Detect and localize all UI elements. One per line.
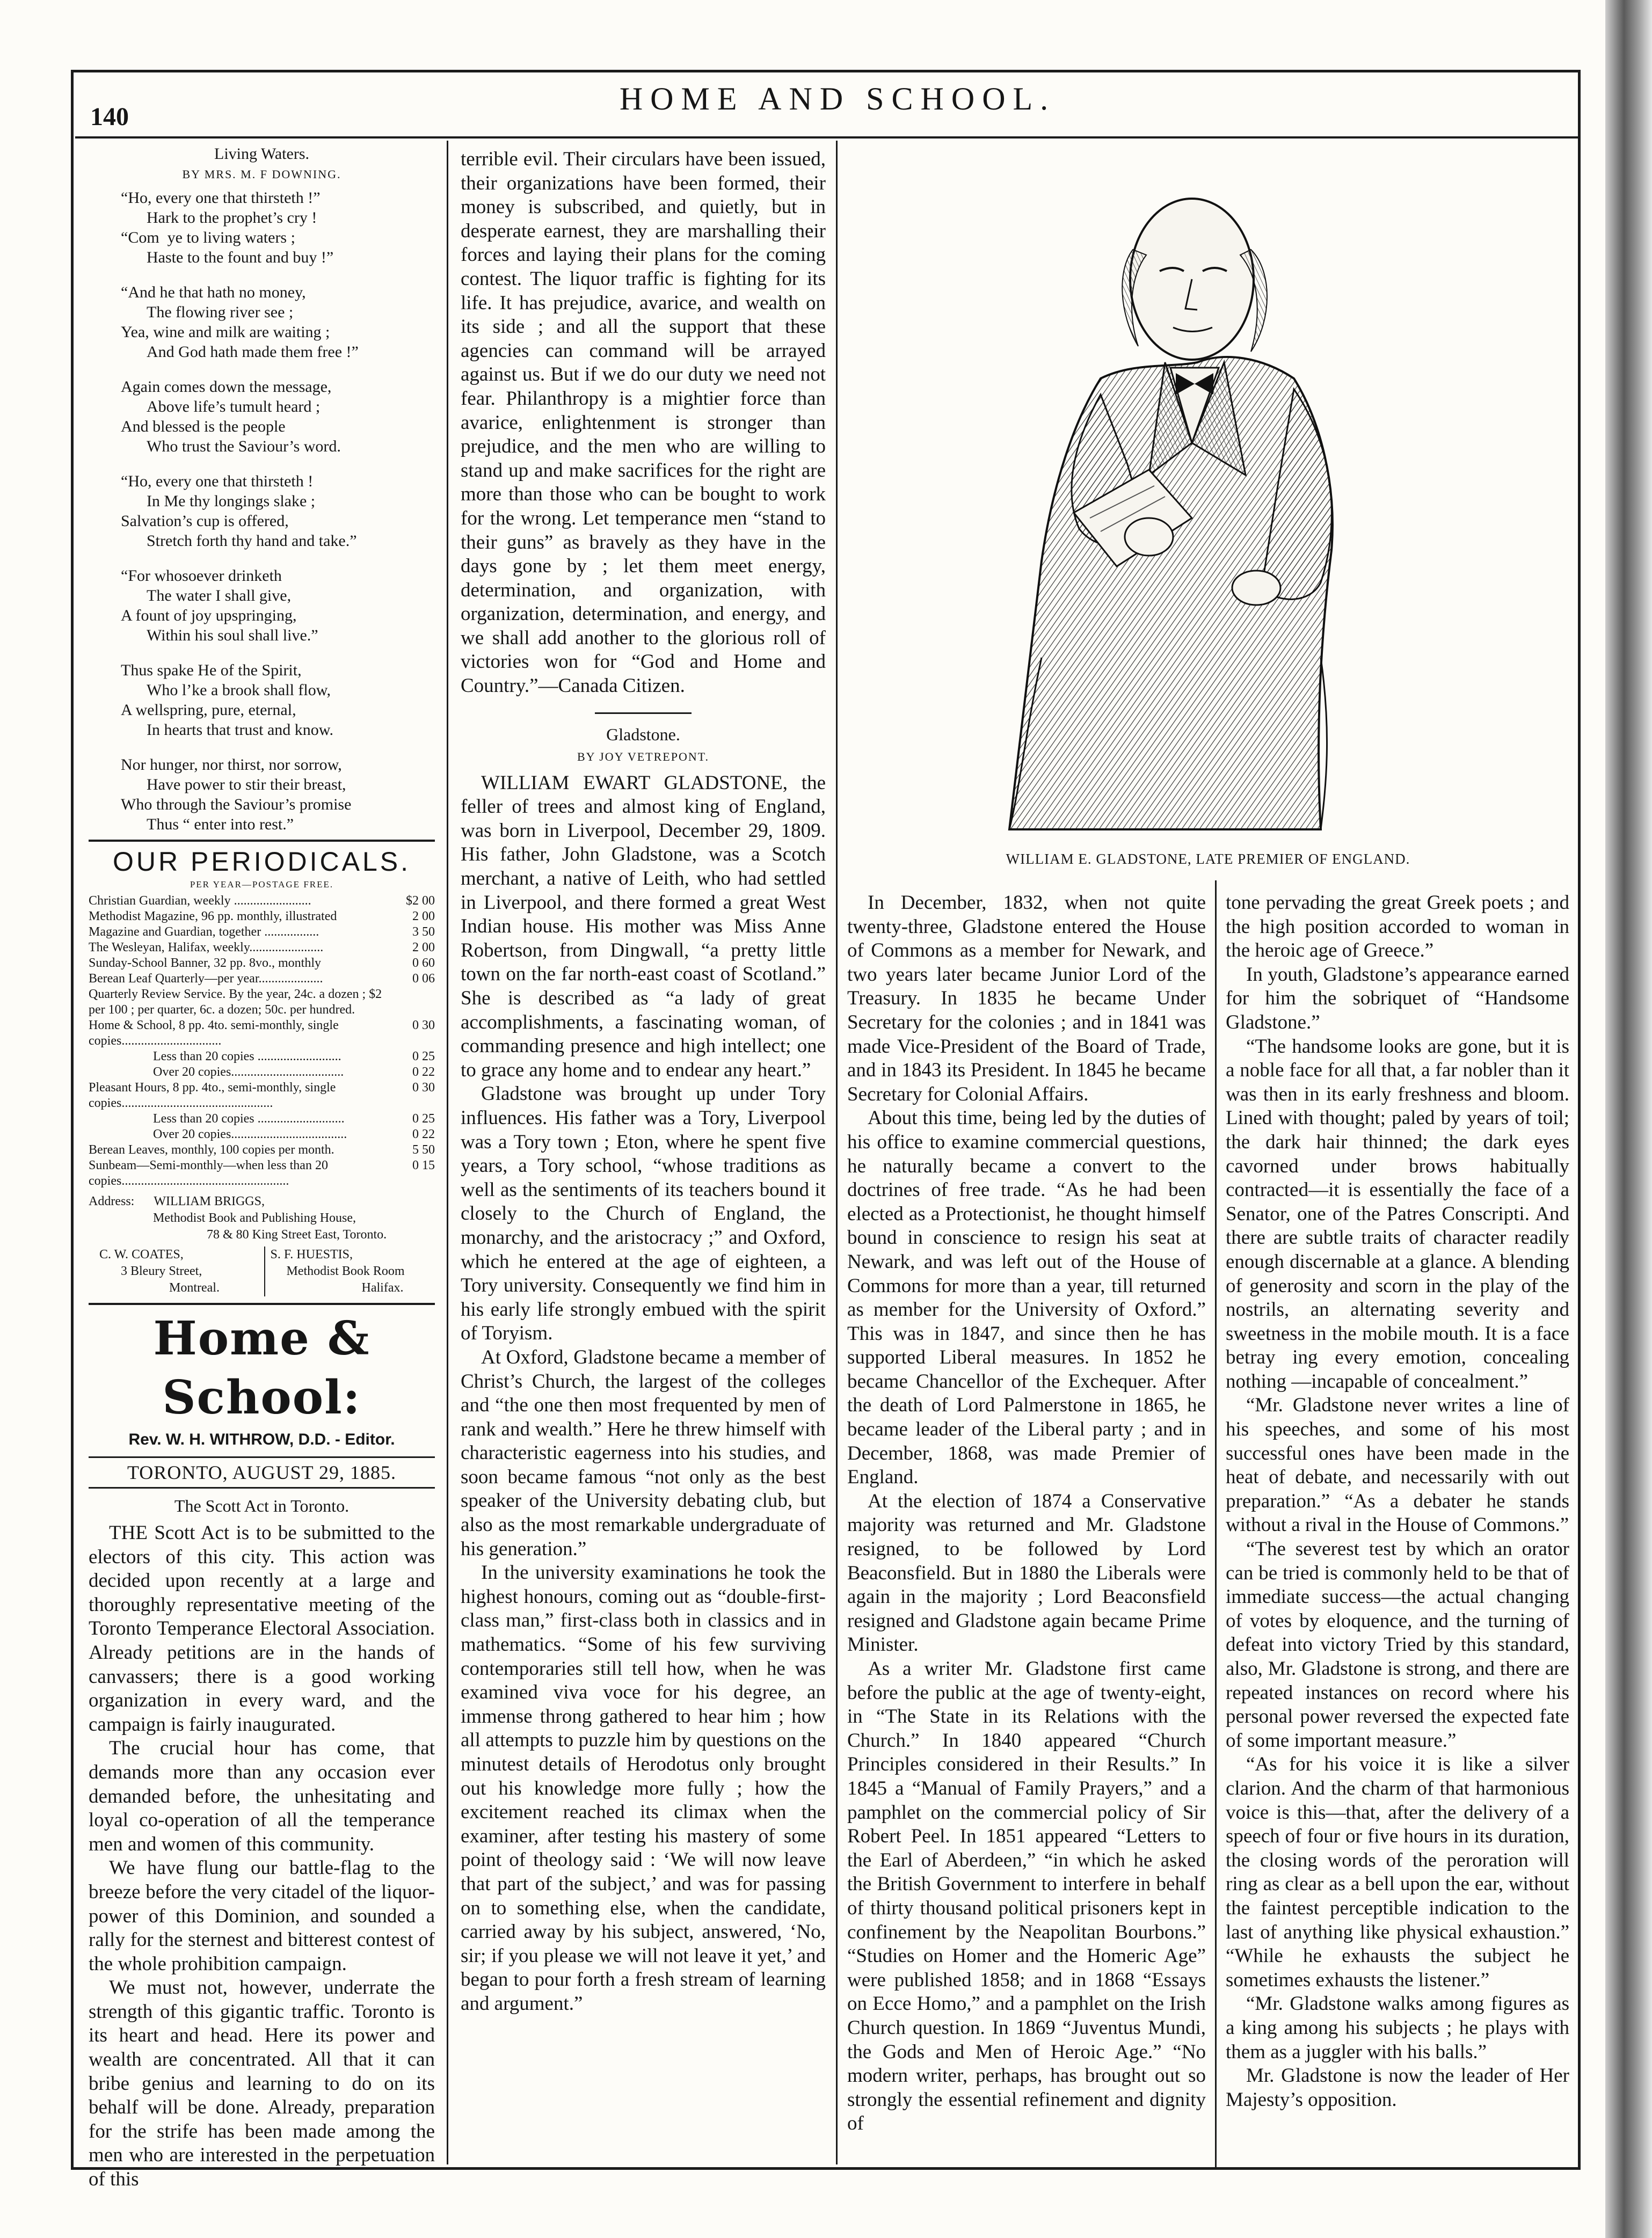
periodicals-subtitle: PER YEAR—POSTAGE FREE. xyxy=(190,879,334,890)
editor-line: Rev. W. H. WITHROW, D.D. - Editor. xyxy=(128,1431,395,1448)
article-paragraph: At Oxford, Gladstone became a member of Christ’s Church, the largest of the colleges and “the one then most frequented by men of rank and wealth.” Here he threw himself with characteristic eagerness into his studies, and soon became famous “not only as the best speaker of the University debating club, but also as the most remarkable undergraduate of his generation.” xyxy=(461,1346,826,1560)
page-number: 140 xyxy=(90,103,129,131)
poem-body xyxy=(89,188,435,834)
portrait-caption: WILLIAM E. GLADSTONE, LATE PREMIER OF ENGLAND. xyxy=(1006,851,1410,867)
list-item: The Wesleyan, Halifax, weekly....................... 2 00 xyxy=(89,941,435,954)
column-rule-1 xyxy=(447,141,448,2164)
section-rule xyxy=(89,1487,435,1489)
article-paragraph: “Mr. Gladstone never writes a line of his speeches, and some of his most successful ones have been made in the heat of debate, and necessarily with out preparation.” “As a debater he stands without a rival in the House of Commons.” xyxy=(1226,1394,1569,1536)
section-rule xyxy=(89,840,435,842)
article-paragraph: Gladstone was brought up under Tory influences. His father was a Tory, Liverpool was a Tory town ; Eton, where he spent five years, a Tory school, “whose traditions as well as the sentiments of its teachers bound it closely to the Church of England, the monarchy, and the aristocracy ;” and Oxford, which he entered at the age of eighteen, a Tory university. Consequently we find him in his early life strongly embued with the spirit of Toryism. xyxy=(461,1083,826,1345)
column-1 xyxy=(89,145,435,2192)
article-paragraph: terrible evil. Their circulars have been issued, their organizations have been formed, their money is subscribed, and quietly, but in desperate earnest, they are marshalling their forces and laying their plans for the coming contest. The liquor traffic is fighting for its life. It has prejudice, avarice, and wealth on its side ; and all the support that these agencies can command will be arrayed against us. But if we do our duty we need not fear. Philanthropy is a mightier force than avarice, enlightenment is stronger than prejudice, and the men who are willing to stand up and make sacrifices for the right are more than those who can be bought to work for the wrong. Let temperance men “stand to their guns” as bravely as they have in the days gone by ; let them meet energy, determination, and organization, with organization, determination, and energy, and we shall add another to the glorious roll of victories won for “God and Home and Country.”—Canada Citizen. xyxy=(461,148,826,697)
poem-byline: BY MRS. M. F DOWNING. xyxy=(182,167,341,181)
column-4 xyxy=(1226,891,1569,2112)
column-3 xyxy=(847,891,1206,2136)
section-rule xyxy=(89,1456,435,1458)
masthead-title: Home & School: xyxy=(153,1311,370,1425)
column-rule-2 xyxy=(836,141,838,2164)
list-item: Christian Guardian, weekly ........................ $2 00 xyxy=(89,894,435,908)
article-paragraph: WILLIAM EWART GLADSTONE, the feller of trees and almost king of England, was born in Liverpool, December 29, 1809. His father, John Gladstone, was a Scotch merchant, a native of Leith, who had settled in Liverpool, and there formed a great West Indian house. His mother was Miss Anne Robertson, from Dingwall, “a pretty little town on the far north-east coast of Scotland.” She is described as “a lady of great accomplishments, a fascinating woman, of commanding presence and high intellect; one to grace any home and to endear any heart.” xyxy=(461,771,826,1081)
list-item: Sunbeam—Semi-monthly—when less than 20 copies.................................................... 0 15 xyxy=(89,1158,435,1188)
poem-stanza: “And he that hath no money, The flowing river see ; Yea, wine and milk are waiting ; And God hath made them free !” xyxy=(121,283,359,361)
list-item: Home & School, 8 pp. 4to. semi-monthly, single copies............................... 0 30 xyxy=(89,1018,435,1048)
periodicals-price-list xyxy=(89,893,435,1189)
article-paragraph: “The severest test by which an orator can be tried is commonly held to be that of immediate success—the actual changing of votes by eloquence, and the turning of defeat into victory Tried by this standard, also, Mr. Gladstone is strong, and there are repeated instances on record where his personal power reversed the expected fate of some important measure.” xyxy=(1226,1538,1569,1752)
periodicals-section xyxy=(89,846,435,1296)
article-paragraph: The crucial hour has come, that demands more than any occasion ever demanded before, the unhesitating and loyal co-operation of all the temperance men and women of this community. xyxy=(89,1737,435,1855)
list-item: Berean Leaves, monthly, 100 copies per month. 5 50 xyxy=(89,1143,435,1157)
poem-stanza: “For whosoever drinketh The water I shall give, A fount of joy upspringing, Within his soul shall live.” xyxy=(121,567,318,644)
portrait xyxy=(848,142,1568,851)
article-paragraph: In youth, Gladstone’s appearance earned for him the sobriquet of “Handsome Gladstone.” xyxy=(1226,963,1569,1033)
article-paragraph: We must not, however, underrate the strength of this gigantic traffic. Toronto is its heart and head. Here its power and wealth are concentrated. All that it can bribe genius and learning to do on its behalf will be done. Already, preparation for the strife has been made among the men who are interested in the perpetuation of this xyxy=(89,1977,435,2191)
list-item: Sunday-School Banner, 32 pp. 8vo., monthly 0 60 xyxy=(89,956,435,970)
article-paragraph: tone pervading the great Greek poets ; and the high position accorded to woman in the heroic age of Greece.” xyxy=(1226,892,1569,962)
article-title: Gladstone. xyxy=(606,724,680,744)
article-paragraph: “Mr. Gladstone walks among figures as a king among his subjects ; he plays with them as a juggler with his balls.” xyxy=(1226,1993,1569,2063)
list-item: Quarterly Review Service. By the year, 24c. a dozen ; $2 per 100 ; per quarter, 6c. a dozen; 50c. per hundred. xyxy=(89,987,382,1017)
article-paragraph: In the university examinations he took the highest honours, coming out as “double-first-class man,” first-class both in classics and in mathematics. “Some of his few surviving contemporaries still tell how, when he was examined viva voce for his degree, an immense throng gathered to hear him ; how all attempts to puzzle him by questions on the minutest details of Herodotus only brought out his knowledge more fully ; how the excitement reached its climax when the examiner, after testing his mastery of some point of theology said : ‘We will now leave that part of the subject,’ and was for passing on to something else, when the candidate, carried away by his subject, answered, ‘No, sir; if you please we will not leave it yet,’ and began to pour forth a fresh stream of learning and argument.” xyxy=(461,1562,826,2015)
poem-title: Living Waters. xyxy=(214,145,309,163)
divider xyxy=(595,712,692,714)
article-paragraph: THE Scott Act is to be submitted to the electors of this city. This action was decided upon recently at a large and thoroughly representative meeting of the Toronto Temperance Electoral Association. Already petitions are in the hands of canvassers; there is a good working organization in every ward, and the campaign is fairly inaugurated. xyxy=(89,1522,435,1736)
section-rule xyxy=(89,1303,435,1305)
gladstone-portrait xyxy=(848,142,1568,851)
column-rule-3 xyxy=(1215,880,1217,2169)
article-paragraph: In December, 1832, when not quite twenty-three, Gladstone entered the House of Commons as a member for Newark, and two years later became Junior Lord of the Treasury. In 1835 he became Under Secretary for the colonies ; and in 1841 was made Vice-President of the Board of Trade, and in 1843 its President. In 1845 he became Secretary for Colonial Affairs. xyxy=(847,892,1206,1105)
article-paragraph: Mr. Gladstone is now the leader of Her Majesty’s opposition. xyxy=(1226,2065,1569,2111)
article-paragraph: About this time, being led by the duties of his office to examine commercial questions, he naturally became a convert to the doctrines of free trade. “As he had been elected as a Protectionist, he thought himself bound in conscience to resign his seat at Newark, and was left out of the House of Commons for more than a year, till returned as member for the University of Oxford.” This was in 1847, and since then he has supported Liberal measures. In 1852 he became Chancellor of the Exchequer. After the death of Lord Palmerstone in 1865, he became leader of the Liberal party ; and in December, 1868, was made Premier of England. xyxy=(847,1107,1206,1489)
poem-stanza: “Ho, every one that thirsteth !” Hark to the prophet’s cry ! “Com ye to living waters ; Haste to the fount and buy !” xyxy=(121,189,334,266)
article-title: The Scott Act in Toronto. xyxy=(174,1496,350,1515)
right-edge-shadow xyxy=(1605,0,1652,2238)
list-item: Magazine and Guardian, together ................. 3 50 xyxy=(89,925,435,939)
dateline: TORONTO, AUGUST 29, 1885. xyxy=(127,1462,397,1483)
list-item: Over 20 copies................................... 0 22 xyxy=(153,1065,435,1079)
article-paragraph: As a writer Mr. Gladstone first came before the public at the age of twenty-eight, in “The State in its Relations with the Church.” In 1840 appeared “Church Principles considered in their Results.” In 1845 a “Manual of Family Prayers,” and a pamphlet on the commercial policy of Sir Robert Peel. In 1851 appeared “Letters to the Earl of Aberdeen,” “in which he asked the British Government to interfere in behalf of thirty thousand political prisoners kept in confinement by the Neapolitan Bourbons.” “Studies on Homer and the Homeric Age” were published 1858; and in 1868 “Essays on Ecce Homo,” and a pamphlet on the Irish Church question. In 1869 “Juventus Mundi, the Gods and Men of Heroic Age.” “No modern writer, perhaps, has brought out so strongly the essential refinement and dignity of xyxy=(847,1658,1206,2135)
list-item: Methodist Magazine, 96 pp. monthly, illustrated 2 00 xyxy=(89,909,435,923)
article-byline: BY JOY VETREPONT. xyxy=(577,749,710,763)
article-paragraph: “The handsome looks are gone, but it is a noble face for all that, a far nobler than it was then in its early freshness and bloom. Lined with thought; paled by years of toil; the dark hair thinned; the dark eyes cavorned under brows habitually contracted—it is essentially the face of a Senator, one of the Patres Conscripti. And there are subtle traits of character readily enough discernable at a glance. A blending of generosity and scorn in the play of the nostrils, an alternating severity and sweetness in the mobile mouth. It is a face betray ing every emotion, concealing nothing —incapable of concealment.” xyxy=(1226,1035,1569,1393)
poem-section xyxy=(89,145,435,834)
list-item: Over 20 copies.................................... 0 22 xyxy=(153,1127,435,1141)
masthead xyxy=(89,1309,435,1449)
list-item: Less than 20 copies .......................... 0 25 xyxy=(153,1049,435,1063)
list-item: Less than 20 copies ........................... 0 25 xyxy=(153,1112,435,1126)
column-2 xyxy=(461,148,826,2016)
article-paragraph: We have flung our battle-flag to the breeze before the very citadel of the liquor-power of this Dominion, and sounded a rally for the sternest and bitterest contest of the whole prohibition campaign. xyxy=(89,1857,435,1975)
poem-stanza: “Ho, every one that thirsteth ! In Me thy longings slake ; Salvation’s cup is offered, Stretch forth thy hand and take.” xyxy=(121,472,357,550)
article-paragraph: At the election of 1874 a Conservative majority was returned and Mr. Gladstone resigned, to be followed by Lord Beaconsfield. But in 1880 the Liberals were again in the majority ; Lord Beaconsfield resigned and Gladstone again became Prime Minister. xyxy=(847,1490,1206,1656)
list-item: Pleasant Hours, 8 pp. 4to., semi-monthly, single copies............................................... 0 30 xyxy=(89,1081,435,1110)
publisher-address: Address: WILLIAM BRIGGS, Methodist Book and Publishing House, 78 & 80 King Street East, Toronto. xyxy=(89,1194,387,1242)
poem-stanza: Nor hunger, nor thirst, nor sorrow, Have power to stir their breast, Who through the Saviour’s promise Thus “ enter into rest.” xyxy=(121,756,352,833)
header-rule xyxy=(75,136,1578,138)
periodicals-title: OUR PERIODICALS. xyxy=(112,847,411,877)
agents: C. W. COATES, 3 Bleury Street, Montreal. S. F. HUESTIS, Methodist Book Room Halifax. xyxy=(89,1246,435,1296)
list-item: Berean Leaf Quarterly—per year.................... 0 06 xyxy=(89,972,435,986)
running-title: HOME AND SCHOOL. xyxy=(619,81,1056,116)
article-paragraph: “As for his voice it is like a silver clarion. And the charm of that harmonious voice is this—that, after the delivery of a speech of four or five hours in its duration, the closing words of the peroration will ring as clear as a bell upon the ear, without the faintest perceptible indication to the last of anything like physical exhaustion.” “While he exhausts the subject he sometimes exhausts the listener.” xyxy=(1226,1753,1569,1991)
poem-stanza: Thus spake He of the Spirit, Who l’ke a brook shall flow, A wellspring, pure, eternal, In hearts that trust and know. xyxy=(121,661,333,739)
poem-stanza: Again comes down the message, Above life’s tumult heard ; And blessed is the people Who trust the Saviour’s word. xyxy=(121,378,341,455)
